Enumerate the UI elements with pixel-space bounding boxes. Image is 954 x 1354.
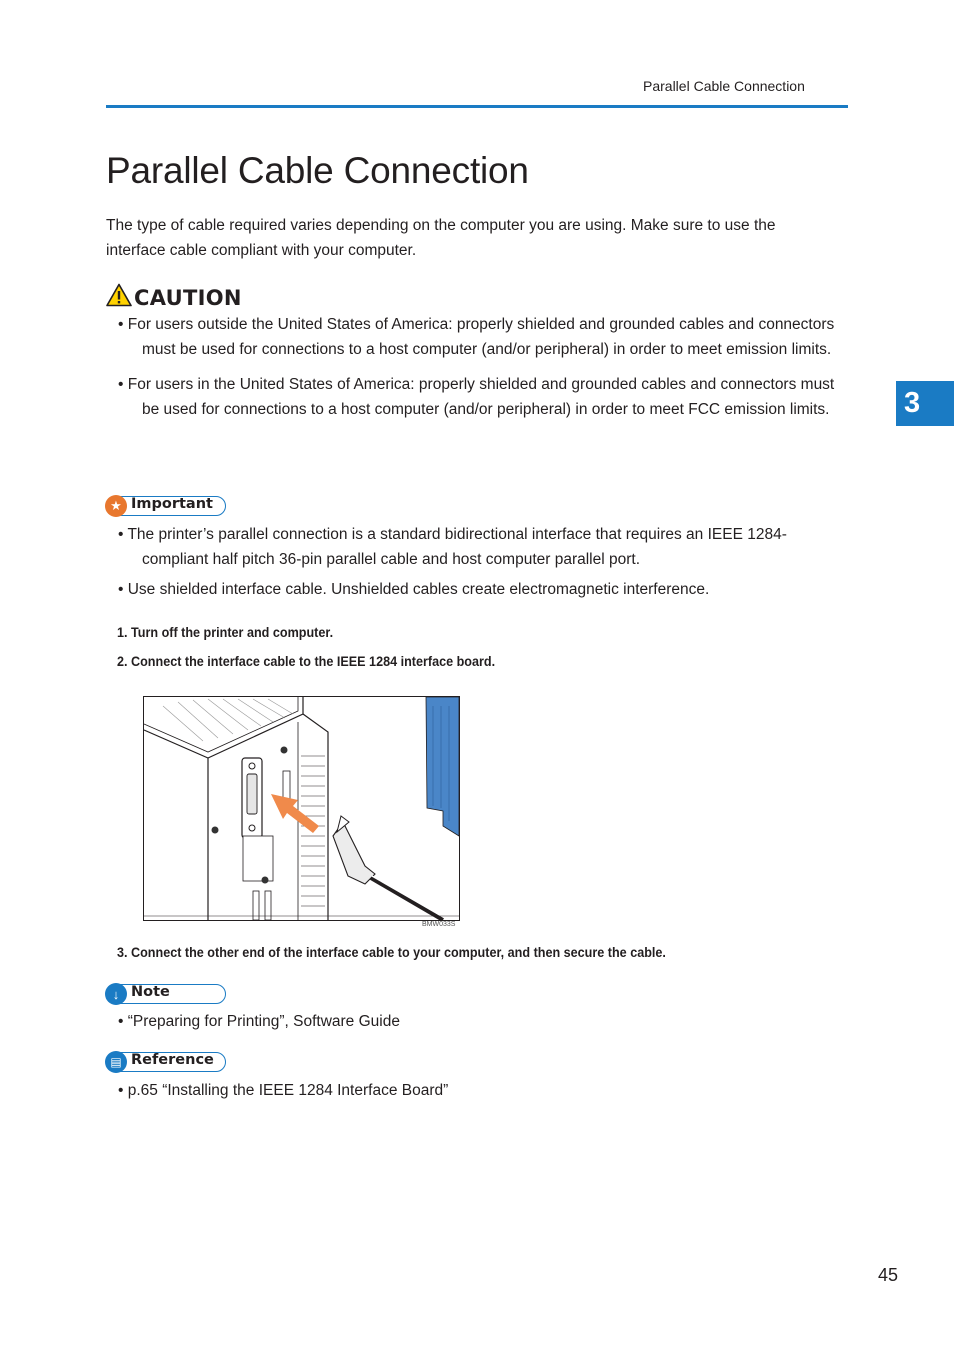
reference-item: • p.65 “Installing the IEEE 1284 Interface Board” bbox=[106, 1078, 846, 1103]
note-list bbox=[106, 1009, 846, 1034]
warning-triangle-icon bbox=[106, 283, 132, 312]
important-heading: Important bbox=[131, 496, 213, 512]
reference-heading: Reference bbox=[131, 1052, 214, 1068]
caution-heading: CAUTION bbox=[134, 285, 242, 310]
important-item: • Use shielded interface cable. Unshielded cables create electromagnetic interference. bbox=[106, 577, 846, 602]
step-2: 2. Connect the interface cable to the IEEE 1284 interface board. bbox=[117, 653, 496, 669]
star-icon: ★ bbox=[105, 495, 127, 517]
important-list bbox=[106, 522, 846, 607]
running-header: Parallel Cable Connection bbox=[643, 78, 805, 94]
step-3: 3. Connect the other end of the interface cable to your computer, and then secure the cable. bbox=[117, 944, 666, 960]
caution-label bbox=[106, 283, 242, 312]
down-arrow-icon: ↓ bbox=[105, 983, 127, 1005]
printer-illustration bbox=[143, 696, 460, 921]
note-heading: Note bbox=[131, 984, 170, 1000]
intro-paragraph: The type of cable required varies depending on the computer you are using. Make sure to use the interface cable compliant with your computer. bbox=[106, 217, 776, 259]
caution-item: • For users in the United States of America: properly shielded and grounded cables and connectors must be used for connections to a host computer (and/or peripheral) in order to meet FCC emission limits. bbox=[106, 372, 846, 422]
page-title: Parallel Cable Connection bbox=[106, 150, 529, 191]
chapter-tab: 3 bbox=[896, 381, 954, 426]
reference-label bbox=[106, 1052, 226, 1072]
page-number: 45 bbox=[878, 1265, 899, 1285]
figure-code: BMW033S bbox=[422, 921, 456, 928]
step-1: 1. Turn off the printer and computer. bbox=[117, 624, 334, 640]
note-item: • “Preparing for Printing”, Software Guide bbox=[106, 1009, 846, 1034]
important-item: • The printer’s parallel connection is a standard bidirectional interface that requires an IEEE 1284-compliant half pitch 36-pin parallel cable and host computer parallel port. bbox=[106, 522, 846, 572]
caution-list bbox=[106, 312, 846, 432]
header-rule bbox=[106, 105, 848, 108]
caution-item: • For users outside the United States of America: properly shielded and grounded cables and connectors must be used for connections to a host computer (and/or peripheral) in order to meet emission limits. bbox=[106, 312, 846, 362]
reference-list bbox=[106, 1078, 846, 1103]
document-icon: ▤ bbox=[105, 1051, 127, 1073]
note-label bbox=[106, 984, 226, 1004]
important-label bbox=[106, 496, 226, 516]
